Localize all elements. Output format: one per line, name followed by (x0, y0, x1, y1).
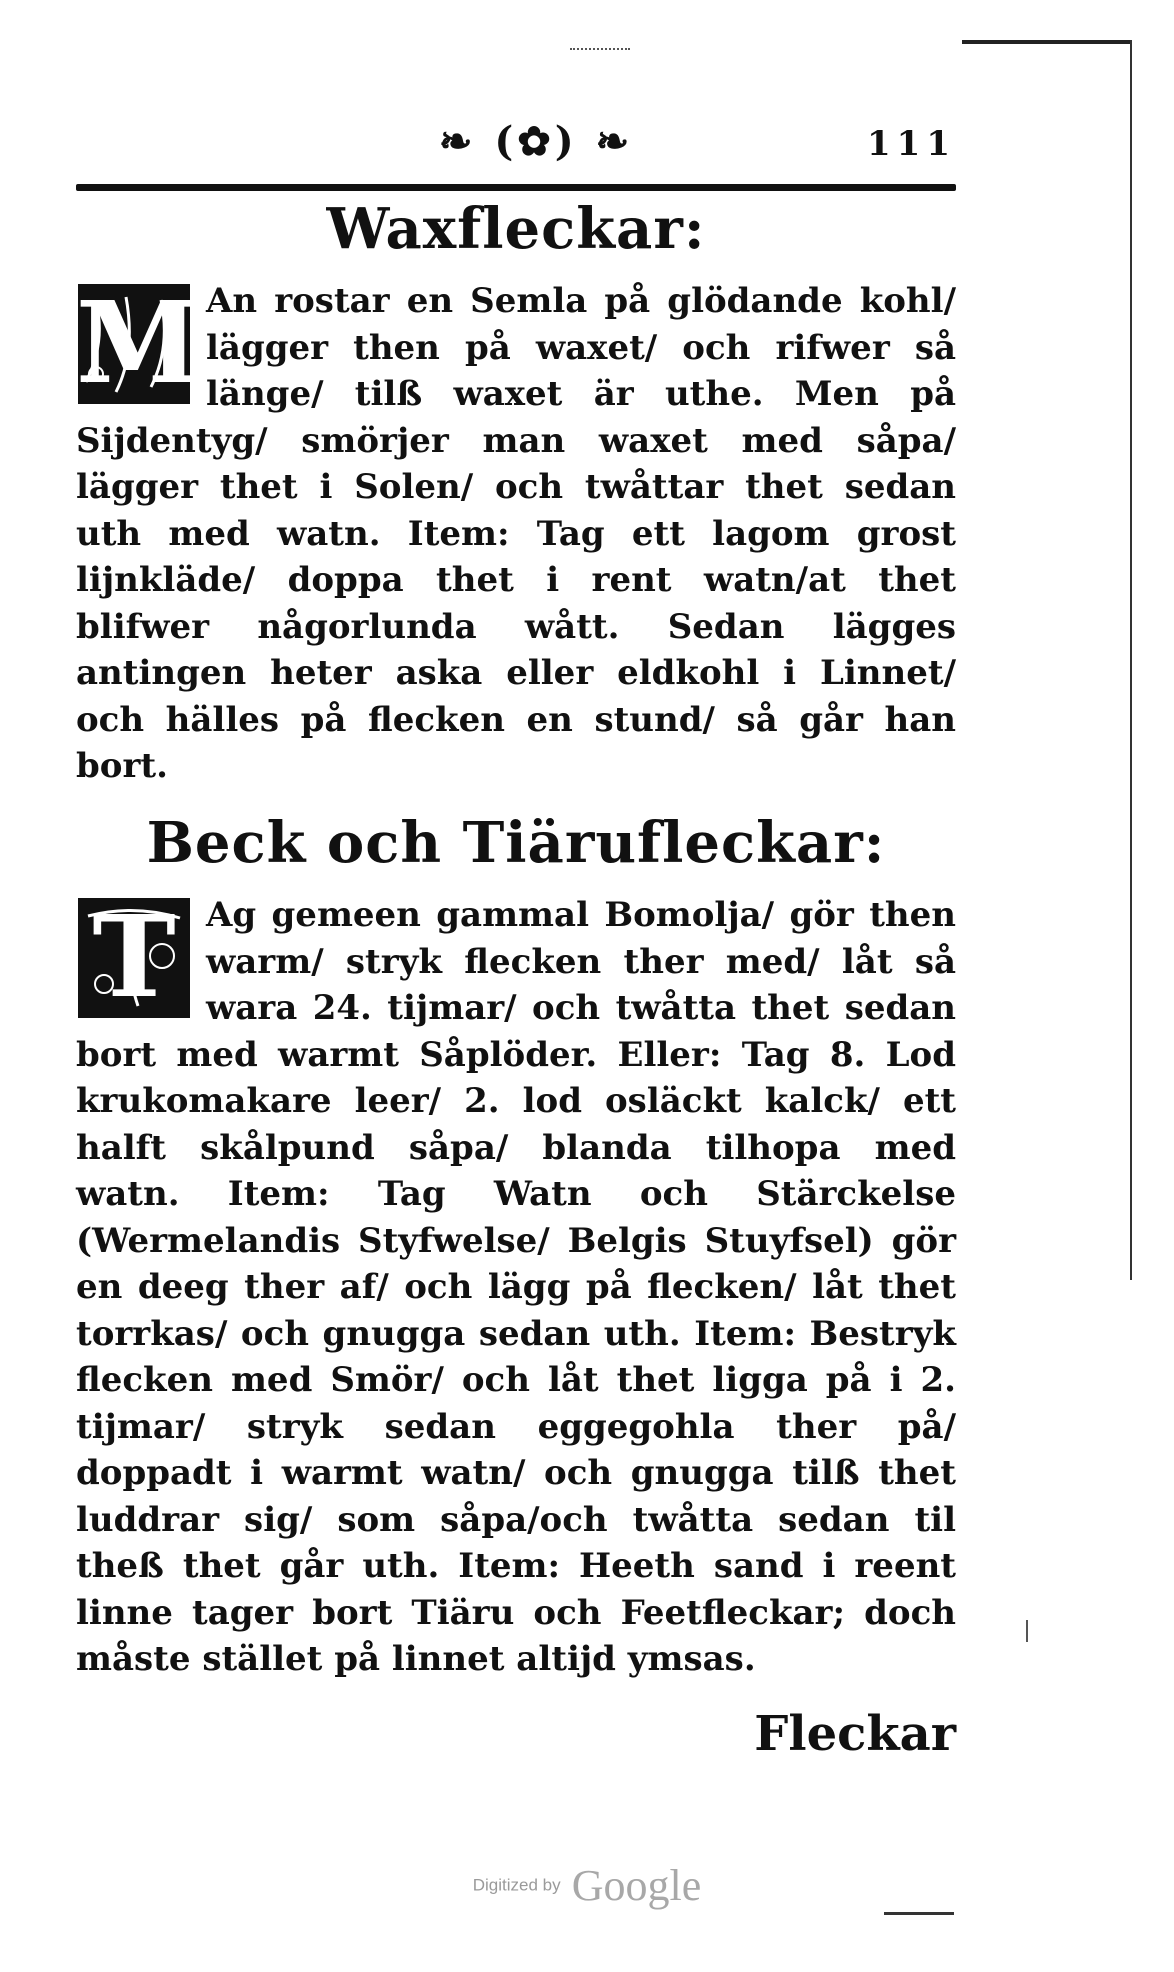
page-edge-right (1130, 40, 1132, 1280)
digitized-by-label: Digitized by (472, 1875, 561, 1895)
page-number: 111 (867, 124, 956, 164)
paragraph-text: Ag gemeen gammal Bomolja/ gör then warm/ stryk flecken ther med/ låt så wara 24. tijmar/ och twåtta thet sedan bort med warmt Såplöder. Eller: Tag 8. Lod krukomakare leer/ 2. lod osläckt kalck/ ett halft skålpund såpa/ blanda tilhopa med watn. Item: Tag Watn och Stärckelse (Wermelandis Styfwelse/ Belgis Stuyfsel) gör en deeg ther af/ och lägg på flecken/ låt thet torrkas/ och gnugga sedan uth. Item: Bestryk flecken med Smör/ och låt thet ligga på i 2. tijmar/ stryk sedan eggegohla ther på/ doppadt i warmt watn/ och gnugga tilß thet luddrar sig/ som såpa/och twåtta sedan til theß thet går uth. Item: Heeth sand i reent linne tager bort Tiäru och Feetfleckar; doch måste stället på linnet altijd ymsas. (76, 895, 956, 1679)
section-body-pitch-tar-stains (76, 892, 956, 1683)
section-body-wax-stains (76, 278, 956, 790)
margin-mark (1026, 1620, 1032, 1642)
decorated-initial (76, 278, 200, 409)
stray-ink-mark (570, 48, 630, 54)
digitization-watermark (0, 1860, 1174, 1911)
initial-letter: T (92, 892, 176, 1023)
decorated-initial (76, 892, 192, 1023)
section-title-pitch-tar-stains: Beck och Tiärufleckar: (146, 810, 886, 876)
page-header (76, 118, 956, 178)
paragraph-text: An rostar en Semla på glödande kohl/ lägger then på waxet/ och rifwer så länge/ tilß waxet är uthe. Men på Sijdentyg/ smörjer man waxet med såpa/ lägger thet i Solen/ och twåttar thet sedan uth med watn. Item: Tag ett lagom grost lijnkläde/ doppa thet i rent watn/at thet blifwer någorlunda wått. Sedan lägges antingen heter aska eller eldkohl i Linnet/ och hälles på flecken en stund/ så går han bort. (76, 281, 956, 786)
section-title-wax-stains: Waxfleckar: (326, 196, 706, 262)
page-edge-top (962, 40, 1132, 44)
google-logo: Google (571, 1861, 702, 1910)
header-rule (76, 184, 956, 191)
running-head-ornament: ❧ (✿) ❧ (438, 118, 634, 165)
initial-letter: M (76, 278, 200, 409)
catchword: Fleckar (754, 1706, 956, 1762)
bottom-edge-mark (884, 1912, 954, 1915)
